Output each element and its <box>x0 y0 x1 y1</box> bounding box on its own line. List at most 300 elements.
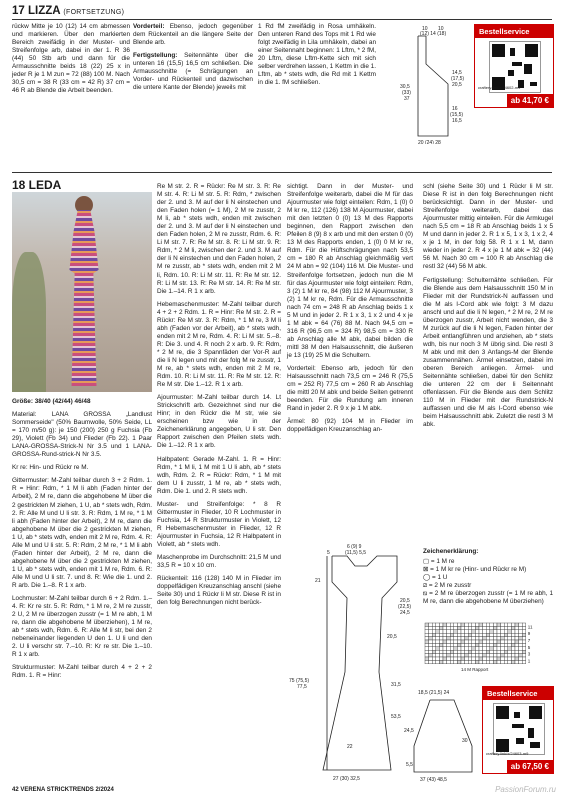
chart-cell <box>468 660 472 663</box>
chart-cell <box>429 623 433 626</box>
chart-cell <box>425 640 429 643</box>
chart-cell <box>519 650 523 653</box>
chart-cell <box>425 630 429 633</box>
chart-cell <box>468 623 472 626</box>
leda-title: 18 LEDA <box>12 178 62 192</box>
chart-cell <box>501 654 505 657</box>
body-dim-s3: (22,5) <box>398 604 412 610</box>
chart-cell <box>479 633 483 636</box>
chart-cell <box>432 660 436 663</box>
chart-cell <box>519 626 523 629</box>
chart-cell <box>443 633 447 636</box>
chart-cell <box>519 657 523 660</box>
chart-cell <box>508 623 512 626</box>
chart-cell <box>429 654 433 657</box>
chart-cell <box>483 633 487 636</box>
chart-cell <box>504 654 508 657</box>
lizza-text-1: rückw Mitte je 10 (12) 14 cm abmessen und markieren. Über den markierten Bereich zweifädig in der Muster- und Streifenfolge arb, dabei in der 1. R 36 (44) 50 Stb arb und dann für die Armausschnitte beids 18 (22) 25 x in jeder R je 1 M zun = 72 (88) 100 M. Nach 30,5 cm = 38 R (33 cm = 42 R) 37 cm = 46 R ab Blende die Arbeit beenden. <box>12 23 130 95</box>
chart-cell <box>493 637 497 640</box>
chart-cell <box>454 647 458 650</box>
chart-cell <box>486 650 490 653</box>
chart-cell <box>429 650 433 653</box>
chart-cell <box>436 643 440 646</box>
body-dim-s7: 75 (75,5) <box>289 678 310 684</box>
legend-text: = 1 M kr re (Hinr- und Rückr re M) <box>430 566 527 574</box>
legend-text: = 2 M re überzogen zusstr (= 1 M re abh, 1 M re, dann die abgehobene M überziehen) <box>423 590 554 606</box>
chart-cell <box>454 637 458 640</box>
chart-cell <box>522 630 526 633</box>
chart-cell <box>490 630 494 633</box>
chart-cell <box>472 633 476 636</box>
chart-cell <box>519 633 523 636</box>
chart-cell <box>468 657 472 660</box>
chart-cell <box>493 623 497 626</box>
chart-cell <box>472 660 476 663</box>
section-header <box>12 5 124 17</box>
chart-cell <box>486 637 490 640</box>
chart-cell <box>443 637 447 640</box>
chart-cell <box>432 654 436 657</box>
chart-cell <box>475 650 479 653</box>
legend-item <box>423 558 553 566</box>
chart-cell <box>493 647 497 650</box>
chart-cell <box>511 647 515 650</box>
chart-cell <box>439 623 443 626</box>
lizza-outline <box>418 36 448 136</box>
chart-cell <box>461 623 465 626</box>
chart-cell <box>501 657 505 660</box>
model-photo <box>12 192 152 392</box>
chart-cell <box>457 643 461 646</box>
chart-cell <box>461 633 465 636</box>
lizza-schematic <box>378 24 470 144</box>
chart-cell <box>454 643 458 646</box>
chart-cell <box>457 647 461 650</box>
chart-cell <box>468 643 472 646</box>
leda-size: Größe: 38/40 (42/44) 46/48 <box>12 398 91 405</box>
chart-cell <box>497 633 501 636</box>
chart-cell <box>447 647 451 650</box>
chart-cell <box>483 657 487 660</box>
leda-maschenprobe: Maschenprobe im Durchschnitt: 21,5 M und 33,5 R = 10 x 10 cm. <box>157 554 281 570</box>
chart-cell <box>468 647 472 650</box>
chart-cell <box>490 623 494 626</box>
leda-fertigstellung: Fertigstellung: Schulternähte schließen. Für die Blende aus dem Halsausschnitt 150 M in Flieder mit der Rundstrick-N auffassen und die M als I-Cord abk wie folgt: 3 M dazu anschl und auf die li N legen, * 2 M re, 2 M re überzogen zusstr, Arbeit nicht wenden, die 3 M zurück auf die li N legen, Faden hinter der Arbeit entlangführen und anziehen, ab * stets wdh, bis nur noch 3 M übrig sind. Die restl 3 M abk und mit den 3 Anfangs-M der Blende zusammennähen. Ärmel einsetzen, dabei im oberen Bereich anliegen. Ärmel- und Seitennähte schließen, dabei für den Schlitz die unteren 22 cm der li Seitennaht offenlassen. Für die Blende aus dem Schlitz 110 M in Flieder mit der Rundstrick-N auffassen und die M als I-Cord ebenso wie beim Halsausschnitt abk. Zuletzt die restl 3 M abk. <box>423 276 553 429</box>
section-subtitle: (FORTSETZUNG) <box>63 9 125 16</box>
order-url-2: craftery.link/x/24603-m9 <box>486 751 529 756</box>
chart-cell <box>475 647 479 650</box>
chart-cell <box>457 630 461 633</box>
chart-cell <box>511 657 515 660</box>
chart-cell <box>501 660 505 663</box>
sleeve-dim-top: 18,5 (21,5) 24 <box>418 690 450 696</box>
chart-cell <box>465 660 469 663</box>
chart-row-label: 11 <box>527 624 533 630</box>
order-service-title-2: Bestellservice <box>483 687 553 700</box>
chart-cell <box>436 654 440 657</box>
chart-cell <box>479 650 483 653</box>
lizza-vorderteil-text: Ebenso, jedoch gegenüber dem Rückenteil an die längere Seite der Blende arb. <box>133 23 253 47</box>
chart-cell <box>457 640 461 643</box>
order-price-1: ab 41,70 € <box>507 94 553 107</box>
sleeve-dim-l1: 24,5 <box>404 728 414 734</box>
body-dim-s2: 20,5 <box>400 598 410 604</box>
chart-cell <box>490 650 494 653</box>
plant-decoration <box>12 252 46 392</box>
chart-cell <box>493 657 497 660</box>
chart-cell <box>454 660 458 663</box>
chart-cell <box>479 626 483 629</box>
chart-cell <box>511 623 515 626</box>
section-divider <box>12 172 552 173</box>
order-service-box-2[interactable] <box>482 686 554 774</box>
chart-repeat-label: 14 M Rapport <box>461 667 489 672</box>
chart-cell <box>461 637 465 640</box>
leda-struktur-cont: Re M str. 2. R = Rückr: Re M str. 3. R: Re M str. 4. R: Li M str. 5. R: Rdm, * zwischen der 2. und 3. M auf der li N einstechen und den Faden holen (= 1 M), 2 M re zusstr, 2 M li, ab * stets wdh, enden mit zwischen der 2. und 3. M auf der li N einstechen und den Faden holen, 2 M re zusstr, Rdm. 6. R: Li M str. 7. R: Re M str. 8. R: Li M str. 9. R: Rdm, * 2 M li, zwischen der 2. und 3. M auf der li N einstechen und den Faden holen, 2 M re zusstr, ab * stets wdh, enden mit 2 M li, Rdm. 10. R: Li M str. 11. R: Re M str. 12. R: Li M str. 13. R: Re M str. 14. R: Re M str. Die 1.–14. R 1 x arb. <box>157 183 281 295</box>
chart-cell <box>472 643 476 646</box>
chart-cell <box>479 637 483 640</box>
chart-cell <box>429 657 433 660</box>
chart-cell <box>461 630 465 633</box>
chart-cell <box>472 626 476 629</box>
chart-cell <box>439 643 443 646</box>
chart-cell <box>475 654 479 657</box>
chart-cell <box>472 654 476 657</box>
chart-cell <box>454 657 458 660</box>
chart-cell <box>447 623 451 626</box>
chart-cell <box>508 640 512 643</box>
chart-cell <box>522 660 526 663</box>
legend-text: = 1 U <box>431 574 448 582</box>
chart-cell <box>479 654 483 657</box>
chart-row-label: 1 <box>527 658 531 664</box>
chart-cell <box>436 630 440 633</box>
chart-cell <box>425 660 429 663</box>
chart-cell <box>483 654 487 657</box>
chart-cell <box>497 650 501 653</box>
chart-cell <box>450 633 454 636</box>
chart-cell <box>461 626 465 629</box>
chart-cell <box>443 657 447 660</box>
order-service-box-1[interactable] <box>474 24 554 108</box>
lizza-vorderteil-heading: Vorderteil: <box>133 23 165 30</box>
chart-cell <box>447 637 451 640</box>
chart-cell <box>511 650 515 653</box>
lizza-dim-e: (33) <box>402 90 411 96</box>
chart-cell <box>515 660 519 663</box>
chart-cell <box>501 647 505 650</box>
order-service-title-1: Bestellservice <box>475 25 553 38</box>
legend-text: = 1 M re <box>430 558 455 566</box>
body-dim-top: 6 (9) 9 <box>347 544 362 550</box>
chart-cell <box>475 626 479 629</box>
chart-cell <box>436 657 440 660</box>
chart-cell <box>439 650 443 653</box>
chart-cell <box>486 654 490 657</box>
chart-cell <box>461 654 465 657</box>
chart-cell <box>522 650 526 653</box>
section-number: 17 <box>12 5 25 17</box>
chart-cell <box>475 633 479 636</box>
chart-cell <box>465 640 469 643</box>
chart-cell <box>475 643 479 646</box>
chart-cell <box>522 623 526 626</box>
chart-cell <box>504 647 508 650</box>
chart-cell <box>483 623 487 626</box>
chart-row-label: 3 <box>527 651 531 657</box>
chart-cell <box>522 654 526 657</box>
chart-cell <box>501 643 505 646</box>
chart-cell <box>443 650 447 653</box>
leda-streifenfolge: Muster- und Streifenfolge: * 8 R Gittermuster in Flieder, 10 R Lochmuster in Fuchsia, 14 R Strukturmuster in Violett, 12 R Hebemaschenmuster in Flieder, 12 R Ajourmuster in Fuchsia, 12 R Halbpatent in Violett, ab * stets wdh. <box>157 500 281 548</box>
chart-cell <box>472 630 476 633</box>
chart-cell <box>429 660 433 663</box>
chart-cell <box>439 654 443 657</box>
chart-cell <box>504 657 508 660</box>
chart-row-label: 5 <box>527 644 531 650</box>
chart-cell <box>519 630 523 633</box>
section-title: LIZZA <box>28 5 61 17</box>
chart-cell <box>486 657 490 660</box>
sleeve-dim-r1: 30 <box>462 738 468 744</box>
chart-cell <box>457 657 461 660</box>
chart-cell <box>465 650 469 653</box>
chart-cell <box>468 630 472 633</box>
chart-cell <box>461 660 465 663</box>
chart-cell <box>479 640 483 643</box>
chart-cell <box>483 630 487 633</box>
chart-cell <box>508 633 512 636</box>
chart-cell <box>447 633 451 636</box>
chart-cell <box>504 650 508 653</box>
chart-cell <box>439 647 443 650</box>
leda-body-schematic <box>287 542 417 784</box>
chart-cell <box>515 630 519 633</box>
body-dim-bottom: 27 (30) 32,5 <box>333 776 360 782</box>
chart-cell <box>497 623 501 626</box>
chart-cell <box>468 633 472 636</box>
chart-cell <box>432 647 436 650</box>
lizza-column-3 <box>258 23 376 92</box>
body-dim-s9: 53,5 <box>391 714 401 720</box>
lizza-dim-b: (12) 14 (18) <box>420 31 447 37</box>
watermark: PassionForum.ru <box>495 785 556 794</box>
chart-cell <box>475 623 479 626</box>
chart-cell <box>508 626 512 629</box>
chart-cell <box>429 640 433 643</box>
chart-cell <box>465 630 469 633</box>
chart-cell <box>504 640 508 643</box>
chart-cell <box>515 654 519 657</box>
chart-cell <box>461 643 465 646</box>
chart-cell <box>450 630 454 633</box>
legend-item <box>423 566 553 574</box>
chart-cell <box>443 626 447 629</box>
chart-cell <box>486 660 490 663</box>
chart-cell <box>479 647 483 650</box>
chart-cell <box>429 630 433 633</box>
lizza-dim-h: (17,5) <box>451 76 465 82</box>
chart-cell <box>472 637 476 640</box>
chart-cell <box>425 643 429 646</box>
lizza-dim-j: 16 <box>452 106 458 112</box>
leda-column-1 <box>12 398 152 686</box>
legend-item <box>423 590 553 606</box>
chart-cell <box>425 626 429 629</box>
legend-item <box>423 582 553 590</box>
lizza-dim-d: 30,5 <box>400 84 410 90</box>
chart-cell <box>483 643 487 646</box>
body-dim-s4: 24,5 <box>400 610 410 616</box>
chart-cell <box>490 647 494 650</box>
body-dim-s1: 21 <box>315 578 321 584</box>
chart-cell <box>450 660 454 663</box>
chart-cell <box>475 630 479 633</box>
lizza-dim-f: 37 <box>404 96 410 102</box>
chart-cell <box>508 643 512 646</box>
chart-cell <box>443 654 447 657</box>
leda-column-3 <box>287 183 413 439</box>
chart-cell <box>454 650 458 653</box>
chart-cell <box>468 626 472 629</box>
chart-cell <box>468 637 472 640</box>
chart-cell <box>519 637 523 640</box>
chart-cell <box>450 643 454 646</box>
chart-cell <box>515 640 519 643</box>
qr-code-icon[interactable] <box>493 703 545 755</box>
chart-cell <box>447 643 451 646</box>
chart-cell <box>461 650 465 653</box>
chart-cell <box>429 637 433 640</box>
chart-cell <box>490 660 494 663</box>
chart-cell <box>432 643 436 646</box>
chart-cell <box>486 633 490 636</box>
chart-cell <box>497 647 501 650</box>
chart-cell <box>429 633 433 636</box>
chart-cell <box>454 633 458 636</box>
chart-cell <box>511 640 515 643</box>
chart-cell <box>511 630 515 633</box>
chart-cell <box>501 630 505 633</box>
leda-strukturmuster: Strukturmuster: M-Zahl teilbar durch 4 + 2 + 2 Rdm. 1. R = Hinr: <box>12 664 152 680</box>
chart-cell <box>454 626 458 629</box>
body-dim-s8: 77,5 <box>297 684 307 690</box>
chart-cell <box>457 650 461 653</box>
leda-aermel: Ärmel: 80 (92) 104 M in Flieder im doppelfädigen Kreuzanschlag an- <box>287 418 413 434</box>
body-dim-s5: 20,5 <box>387 634 397 640</box>
symbol-ssk-icon: ⧅ <box>423 590 430 598</box>
chart-cell <box>483 660 487 663</box>
chart-cell <box>436 633 440 636</box>
chart-cell <box>475 637 479 640</box>
leda-ajour: Ajourmuster: M-Zahl teilbar durch 14. Lt Strickschrift arb. Gezeichnet sind nur die Hinr; in den Rückr die M str, wie sie erscheinen bzw wie in der Zeichenerklärung angegeben, U li str. Den Rapport zwischen den Pfeilen stets wdh. Die 1.–12. R 1 x arb. <box>157 394 281 450</box>
legend-title: Zeichenerklärung: <box>423 548 479 555</box>
leda-column-2 <box>157 183 281 612</box>
chart-cell <box>450 647 454 650</box>
chart-cell <box>465 654 469 657</box>
chart-cell <box>486 630 490 633</box>
chart-cell <box>465 643 469 646</box>
chart-cell <box>468 650 472 653</box>
chart-cell <box>447 660 451 663</box>
leda-aermel-cont: schl (siehe Seite 30) und 1 Rückr li M str. Diese R ist in den folg Berechnungen nicht berücksichtigt. Dann in der Muster- und Streifenfolge weiterarb, dabei das Ajourmuster mittig einteilen. Für die Armkugel nach 5,5 cm = 18 R ab Anschlag beids 1 x 5 M und dann in jeder 2. R 1 x 5, 1 x 3, 1 x 2, 4 x je 1 M, in der folg 58. R 1 x 1 M, dann wieder in jeder 2. R 4 x je 1 M abk = 32 (44) 56 M. Nach 30 cm = 100 R ab Anschlag die restl 32 (44) 56 M abk. <box>423 183 553 271</box>
chart-cell <box>465 626 469 629</box>
chart-cell <box>475 640 479 643</box>
chart-cell <box>493 640 497 643</box>
chart-cell <box>490 657 494 660</box>
symbol-garter-icon: ⊠ <box>423 566 431 574</box>
chart-cell <box>486 647 490 650</box>
sleeve-dim-l2: 5,5 <box>406 762 413 768</box>
chart-cell <box>515 633 519 636</box>
chart-cell <box>454 630 458 633</box>
legend-text: = 2 M re zusstr <box>428 582 472 590</box>
chart-cell <box>511 660 515 663</box>
chart-cell <box>439 637 443 640</box>
chart-cell <box>457 633 461 636</box>
chart-cell <box>472 647 476 650</box>
chart-cell <box>522 626 526 629</box>
leda-halbpatent: Halbpatent: Gerade M-Zahl. 1. R = Hinr: Rdm, * 1 M li, 1 M mit 1 U li abh, ab * stets wdh, Rdm. 2. R = Rückr: Rdm, * 1 M mit dem U li zusstr, 1 M re, ab * stets wdh, Rdm. Die 1. und 2. R stets wdh. <box>157 455 281 495</box>
body-outline <box>323 556 397 770</box>
chart-cell <box>465 633 469 636</box>
chart-cell <box>479 657 483 660</box>
chart-cell <box>425 657 429 660</box>
chart-cell <box>515 626 519 629</box>
lizza-dim-l: 16,5 <box>452 118 462 124</box>
chart-cell <box>515 637 519 640</box>
page-footer: 42 VERENA STRICKTRENDS 2/2024 <box>12 787 114 793</box>
chart-cell <box>432 657 436 660</box>
chart-cell <box>493 643 497 646</box>
chart-cell <box>436 647 440 650</box>
chart-cell <box>461 640 465 643</box>
chart-cell <box>436 650 440 653</box>
chart-cell <box>447 654 451 657</box>
chart-cell <box>425 623 429 626</box>
chart-cell <box>439 660 443 663</box>
chart-cell <box>479 623 483 626</box>
chart-cell <box>519 647 523 650</box>
chart-cell <box>436 660 440 663</box>
chart-cell <box>522 647 526 650</box>
body-dim-s10: 22 <box>347 744 353 750</box>
sleeve-dim-bottom: 37 (43) 48,5 <box>420 777 447 783</box>
leda-material: Material: LANA GROSSA „Landlust Sommerseide" (50% Baumwolle, 50% Seide, LL = 170 m/50 g): je 150 (200) 250 g Fuchsia (Fb 29), Violett (Fb 34) und Flieder (Fb 22). 1 Paar LANA-GROSSA-Strick-N Nr 3.5 und 1 LANA-GROSSA-Rund-strick-N Nr 3.5. <box>12 411 152 459</box>
chart-cell <box>439 657 443 660</box>
chart-cell <box>508 657 512 660</box>
chart-cell <box>504 637 508 640</box>
chart-cell <box>425 654 429 657</box>
lizza-fertig <box>133 52 253 92</box>
leda-column-4 <box>423 183 553 434</box>
chart-cell <box>508 647 512 650</box>
chart-cell <box>443 647 447 650</box>
symbol-yarnover-icon: ◯ <box>423 574 432 582</box>
chart-cell <box>490 654 494 657</box>
chart-cell <box>483 637 487 640</box>
chart-cell <box>468 654 472 657</box>
chart-cell <box>457 626 461 629</box>
chart-cell <box>483 650 487 653</box>
chart-cell <box>432 633 436 636</box>
chart-cell <box>465 637 469 640</box>
chart-cell <box>454 640 458 643</box>
chart-cell <box>483 647 487 650</box>
chart-cell <box>450 654 454 657</box>
chart-cell <box>447 640 451 643</box>
leda-rueckenteil-cont: sichtigt. Dann in der Muster- und Streifenfolge weiterarb, dabei die M für das Ajourmuster wie folgt einteilen: Rdm, 1 (0) 0 M kr re, 112 (126) 138 M Ajourmuster, dabei mit den letzten 0 (0) 13 M des Rapports beginnen, den Rapport zwischen den Pfeilen 8 (9) 8 x arb und mit den ersten 0 (0) 13 M des Rapports enden, 1 (0) 0 M kr re, Rdm. Für die Hüftschrägungen nach 53,5 cm = 180 R ab Anschlag gleichmäßig vert 24 M abn = 92 (104) 116 M. Die Muster- und Streifenfolge fortsetzen, jedoch nun die M für das Ajourmuster wie folgt einteilen: Rdm, 3 (2) 1 M kr re, 84 (98) 112 M Ajourmuster, 3 (2) 1 M kr re, Rdm. Für die Armausschnitte nach 74 cm = 248 R ab Anschlag beids 1 x 5 M und in jeder 2. R 1 x 3, 1 x 2 und 4 x je 1 M abk = 64 (76) 88 M. Nach 94,5 cm = 316 R (96,5 cm = 324 R) 98,5 cm = 330 R ab Anschlag alle M abk, dabei bilden die mittl 38 M den Halsausschnitt, die äußeren je 13 (19) 25 M die Schultern. <box>287 183 413 359</box>
